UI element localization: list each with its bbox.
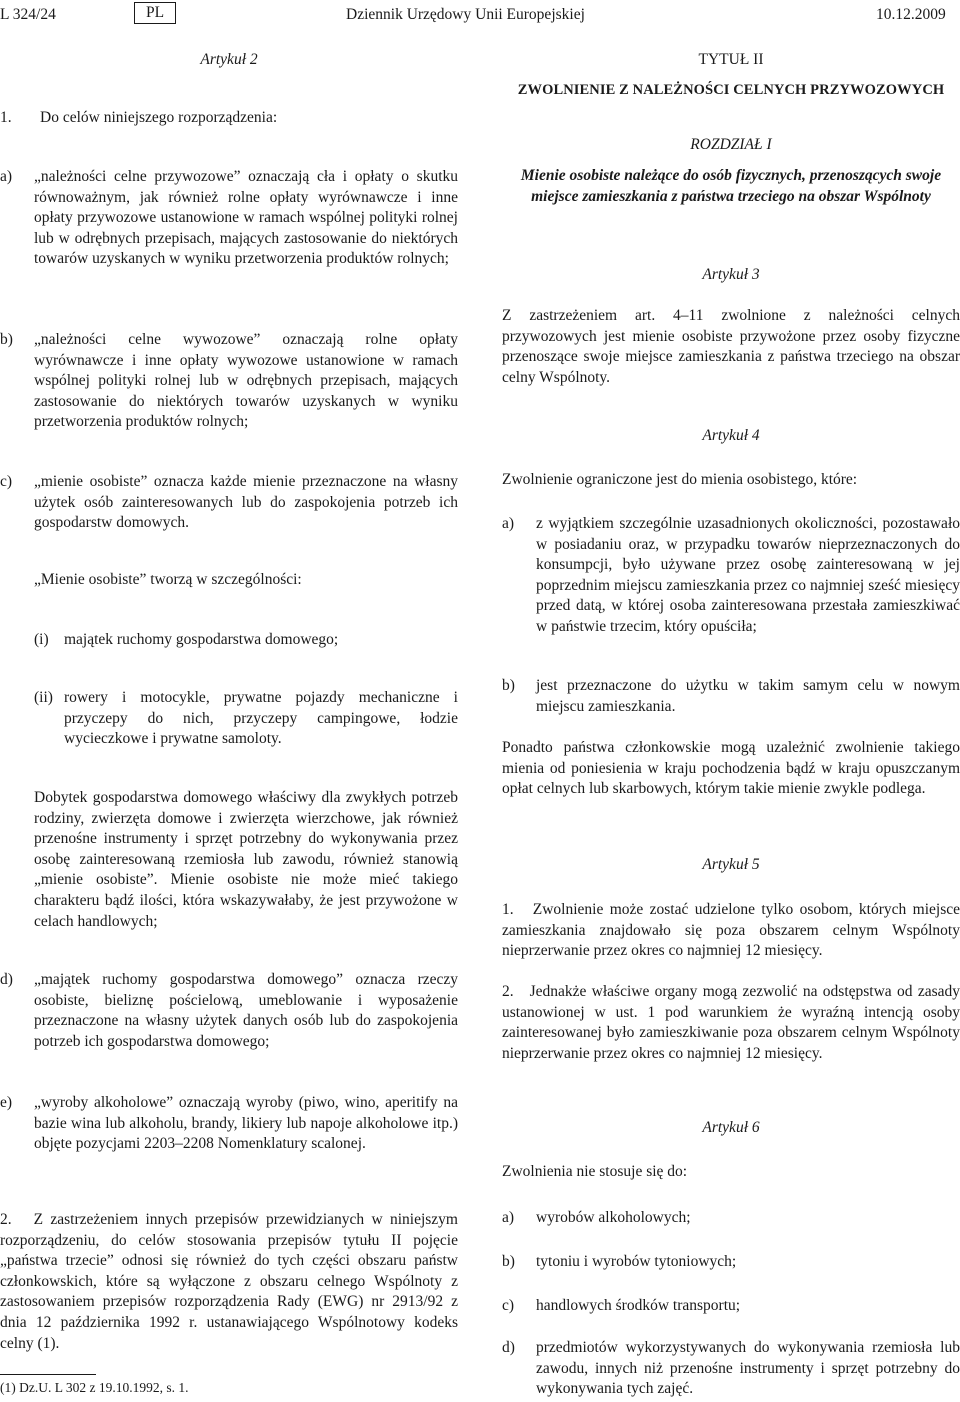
item-a-text: „należności celne przywozowe” oznaczają cła i opłaty o skutku równoważnym, jak również rolne opłaty wyrównawcze i inne opłaty przywozowe ustanowione w ramach wspólnej polityki rolnej lub w odrębnych przepisach, mających zastosowanie do niektórych towarów uzyskanych w wyniku przetworzenia produktów rolnych; <box>34 168 458 268</box>
art6-item-b-text: tytoniu i wyrobów tytoniowych; <box>536 1253 737 1270</box>
art4-item-a-text: z wyjątkiem szczególnie uzasadnionych okoliczności, pozostawało w posiadaniu oraz, w przypadku towarów nieprzeznaczonych do konsumpcji, było używane przez osobę zainteresowaną w jej poprzednim miejscu zamieszkania przez co najmniej sześć miesięcy przed datą, w której osoba zainteresowana przestała zamieszkiwać w państwie trzecim, który opuściła; <box>536 515 960 635</box>
footnote-mark: (1) <box>0 1380 16 1395</box>
subitem-i-text: majątek ruchomy gospodarstwa domowego; <box>64 631 339 648</box>
publication-date: 10.12.2009 <box>876 6 946 23</box>
item-e-text: „wyroby alkoholowe” oznaczają wyroby (piwo, wino, aperitify na bazie wina lub alkoholu, brandy, likiery lub napoje alkoholowe itp.) objęte pozycjami 2203–2208 Nomenklatury scalonej. <box>34 1094 458 1153</box>
art6-item-b-label: b) <box>502 1253 515 1270</box>
article-4-text-2: Ponadto państwa członkowskie mogą uzależnić zwolnienie takiego mienia od poniesienia w kraju pochodzenia bądź w kraju opuszczanym opłat celnych lub skarbowych, którym takie mienie zwykle podlega. <box>502 739 960 798</box>
chapter-subheading: Mienie osobiste należące do osób fizycznych, przenoszących swoje miejsce zamieszkania z państwa trzeciego na obszar Wspólnoty <box>520 167 942 205</box>
page-header <box>0 0 960 28</box>
art6-item-c-text: handlowych środków transportu; <box>536 1297 741 1314</box>
item-c-subintro: „Mienie osobiste” tworzą w szczególności: <box>34 571 302 588</box>
footnote-divider <box>0 1374 96 1375</box>
item-c-household-text: Dobytek gospodarstwa domowego właściwy dla zwykłych potrzeb rodziny, zwierzęta domowe i zwierzęta wierzchowe, jak również przenośne instrumenty i sprzęt potrzebny do wykonywania przez osobę zainteresowaną rzemiosła lub zawodu, również stanowią „mienie osobiste”. Mienie osobiste nie może mieć takiego charakteru bądź ilości, która wskazywałaby, że jest przywożone w celach handlowych; <box>34 789 458 930</box>
journal-title: Dziennik Urzędowy Unii Europejskiej <box>346 6 585 23</box>
page-number: L 324/24 <box>0 6 56 23</box>
item-b-label: b) <box>0 331 13 348</box>
article-3-heading: Artykuł 3 <box>702 266 760 283</box>
item-c-label: c) <box>0 473 13 490</box>
item-b-text: „należności celne wywozowe” oznaczają rolne opłaty wyrównawcze i inne opłaty wywozowe ustanowione w ramach wspólnej polityki rolnej lub w odrębnych przepisach, mających zastosowanie do niektórych towarów uzyskanych w wyniku przetworzenia produktów rolnych; <box>34 331 458 431</box>
subitem-ii-text: rowery i motocykle, prywatne pojazdy mechaniczne i przyczepy do nich, przyczepy campingowe, łodzie wycieczkowe i prywatne samoloty. <box>64 689 458 748</box>
art4-item-b-label: b) <box>502 677 515 694</box>
para-2 <box>0 1210 458 1354</box>
para-2-text: Z zastrzeżeniem innych przepisów przewidzianych w niniejszym rozporządzeniu, do celów stosowania przepisów tytułu II pojęcie „państwa trzecie” odnosi się również do tych części obszaru państw członkowskich, które są wyłączone z obszaru celnego Wspólnoty z zastosowaniem przepisów rozporządzenia Rady (EWG) nr 2913/92 z dnia 12 października 1992 r. ustanawiającego Wspólnotowy kodeks celny <box>0 1211 458 1352</box>
item-d-text: „majątek ruchomy gospodarstwa domowego” oznacza rzeczy osobiste, bieliznę pościelową, umeblowanie i wyposażenie przeznaczone na własny użytek danych osób lub do zaspokojenia potrzeb ich gospodarstwa domowego; <box>34 971 458 1050</box>
item-e-label: e) <box>0 1094 13 1111</box>
art6-item-a-text: wyrobów alkoholowych; <box>536 1209 691 1226</box>
article-4-intro: Zwolnienie ograniczone jest do mienia osobistego, które: <box>502 471 858 488</box>
title-heading: TYTUŁ II <box>698 51 764 68</box>
article-5-heading: Artykuł 5 <box>702 856 760 873</box>
item-c-text: „mienie osobiste” oznacza każde mienie przeznaczone na własny użytek osób zainteresowanych lub do zaspokojenia potrzeb ich gospodarstw domowych. <box>34 473 458 532</box>
footnote <box>0 1379 458 1397</box>
language-badge: PL <box>134 2 176 24</box>
art6-item-d-label: d) <box>502 1339 515 1356</box>
footnote-reference: (1). <box>37 1334 60 1352</box>
para-2-number: 2. <box>0 1211 12 1228</box>
para-1-number: 1. <box>0 109 12 126</box>
footnote-text: Dz.U. L 302 z 19.10.1992, s. 1. <box>19 1380 189 1395</box>
title-subheading: ZWOLNIENIE Z NALEŻNOŚCI CELNYCH PRZYWOZOWYCH <box>517 82 945 98</box>
item-d-label: d) <box>0 971 13 988</box>
article-3-text: Z zastrzeżeniem art. 4–11 zwolnione z należności celnych przywozowych jest mienie osobiste przywożone przez osoby fizyczne przenoszące swoje miejsce zamieszkania z państwa trzeciego na obszar celny Wspólnoty. <box>502 307 960 386</box>
article-2-heading: Artykuł 2 <box>200 51 258 68</box>
subitem-ii-label: (ii) <box>34 689 53 706</box>
art6-item-c-label: c) <box>502 1297 515 1314</box>
article-6-intro: Zwolnienia nie stosuje się do: <box>502 1163 688 1180</box>
subitem-i-label: (i) <box>34 631 49 648</box>
chapter-heading: ROZDZIAŁ I <box>690 136 772 153</box>
item-a-label: a) <box>0 168 13 185</box>
art4-item-a-label: a) <box>502 515 515 532</box>
article-5-para-2: 2. Jednakże właściwe organy mogą zezwolić na odstępstwa od zasady ustanowionej w ust. 1 pod warunkiem że wyraźną intencją osoby zainteresowanej było zamieszkiwanie poza obszarem celnym Wspólnoty nieprzerwanie przez okres co najmniej 12 miesięcy. <box>502 983 960 1062</box>
article-6-heading: Artykuł 6 <box>702 1119 760 1136</box>
article-5-para-1: 1. Zwolnienie może zostać udzielone tylko osobom, których miejsce zamieszkania znajdowało się poza obszarem celnym Wspólnoty nieprzerwanie przez okres co najmniej 12 miesięcy. <box>502 901 960 960</box>
article-4-heading: Artykuł 4 <box>702 427 760 444</box>
art6-item-a-label: a) <box>502 1209 515 1226</box>
para-1-text: Do celów niniejszego rozporządzenia: <box>40 109 278 126</box>
art4-item-b-text: jest przeznaczone do użytku w takim samym celu w nowym miejscu zamieszkania. <box>536 677 960 715</box>
art6-item-d-text: przedmiotów wykorzystywanych do wykonywania rzemiosła lub zawodu, innych niż przenośne instrumenty i sprzęt potrzebny do wykonywania tych zajęć. <box>536 1339 960 1398</box>
